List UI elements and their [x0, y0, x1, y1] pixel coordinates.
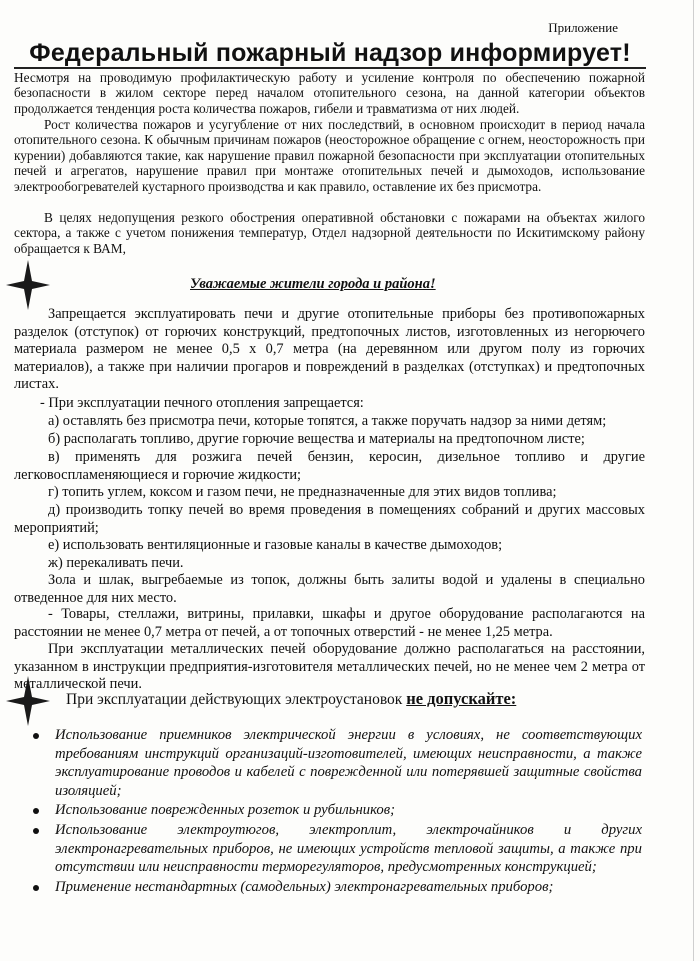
ban-item-g: ж) перекаливать печи.: [48, 555, 184, 571]
bullet-icon: [33, 828, 39, 834]
intro-paragraph-1: Несмотря на проводимую профилактическую работу и усиление контроля по обеспечению пожарной безопасности в жилом секторе перед началом отопительного сезона, на данной категории объектов продолжается тенденция роста количества пожаров, гибели и травматизма от них людей.: [14, 70, 645, 116]
list-item-text: Использование поврежденных розеток и рубильников;: [55, 802, 396, 819]
list-item: [30, 801, 642, 820]
bullet-icon: [33, 808, 39, 814]
electrical-heading-emphasis: не допускайте:: [406, 689, 517, 708]
list-item: [30, 821, 642, 877]
bullet-icon: [33, 733, 39, 739]
star-ornament-icon: [6, 260, 50, 310]
ban-item-a: а) оставлять без присмотра печи, которые топятся, а также поручать надзор за ними детям;: [48, 413, 607, 429]
ban-item-e: д) производить топку печей во время проведения в помещениях собраний и других массовых мероприятий;: [14, 502, 645, 536]
ban-intro-line: - При эксплуатации печного отопления запрещается:: [40, 395, 364, 411]
metal-stove-paragraph: При эксплуатации металлических печей оборудование должно располагаться на расстоянии, указанном в инструкции предприятия-изготовителя металлических печей, но не менее чем 2 метра от металлической печи.: [14, 641, 645, 693]
ash-paragraph: Зола и шлак, выгребаемые из топок, должны быть залиты водой и удалены в специально отведенное для них место.: [14, 572, 645, 606]
equipment-distance-paragraph: - Товары, стеллажи, витрины, прилавки, шкафы и другое оборудование располагаются на расстоянии не менее 0,7 метра от печей, а от топочных отверстий - не менее 1,25 метра.: [14, 606, 645, 640]
ban-item-d: г) топить углем, коксом и газом печи, не предназначенные для этих видов топлива;: [48, 484, 557, 500]
electrical-heading-prefix: При эксплуатации действующих электроустановок: [66, 691, 403, 708]
ban-item-b: б) располагать топливо, другие горючие вещества и материалы на предтопочном листе;: [48, 431, 585, 447]
electrical-rules-list: [30, 726, 642, 897]
ban-item-f: е) использовать вентиляционные и газовые каналы в качестве дымоходов;: [48, 537, 503, 553]
intro-paragraph-2: Рост количества пожаров и усугубление от них последствий, в основном происходит в период начала отопительного сезона. К обычным причинам пожаров (неосторожное обращение с огнем, неосторожность при курении) добавляются такие, как нарушение правил пожарной безопасности при эксплуатации отопительных печей и агрегатов, нарушение правил при монтаже отопительных печей и дымоходов, использование электрообогревателей кустарного производства и как правило, оставление их без присмотра.: [14, 117, 645, 194]
list-item: [30, 878, 642, 897]
scan-edge-line: [693, 0, 694, 961]
ban-paragraph: Запрещается эксплуатировать печи и другие отопительные приборы без противопожарных разделок (отступок) от горючих конструкций, предтопочных листов, изготовленных из негорючего материала размером не менее 0,5 х 0,7 метра (на деревянном или другом полу из горючих материалов), а также при наличии прогаров и повреждений в разделках (отступках) и предтопочных листах.: [14, 306, 645, 393]
intro-paragraph-3: В целях недопущения резкого обострения оперативной обстановки с пожарами на объектах жилого сектора, а также с учетом понижения температур, Отдел надзорной деятельности по Искитимскому району обращается к ВАМ,: [14, 210, 645, 256]
ban-item-c: в) применять для розжига печей бензин, керосин, дизельное топливо и другие легковоспламеняющиеся и горючие жидкости;: [14, 449, 645, 483]
section-subtitle: Уважаемые жители города и района!: [190, 276, 436, 292]
list-item-text: Использование приемников электрической энергии в условиях, не соответствующих требованиям инструкций организаций-изготовителей, имеющих неисправности, а также эксплуатирование проводов и кабелей с поврежденной или потерявшей защитные свойства изоляцией;: [55, 727, 642, 799]
bullet-icon: [33, 885, 39, 891]
list-item-text: Применение нестандартных (самодельных) электронагревательных приборов;: [55, 878, 554, 895]
star-ornament-icon: [6, 676, 50, 726]
appendix-label: Приложение: [548, 20, 618, 35]
list-item: [30, 726, 642, 800]
list-item-text: Использование электроутюгов, электроплит, электрочайников и других электронагревательных приборов, не имеющих устройств тепловой защиты, а также при отсутствии или неисправности терморегуляторов, предусмотренных конструкцией;: [55, 821, 642, 876]
electrical-heading: [66, 689, 516, 709]
page-title: Федеральный пожарный надзор информирует!: [14, 40, 646, 69]
